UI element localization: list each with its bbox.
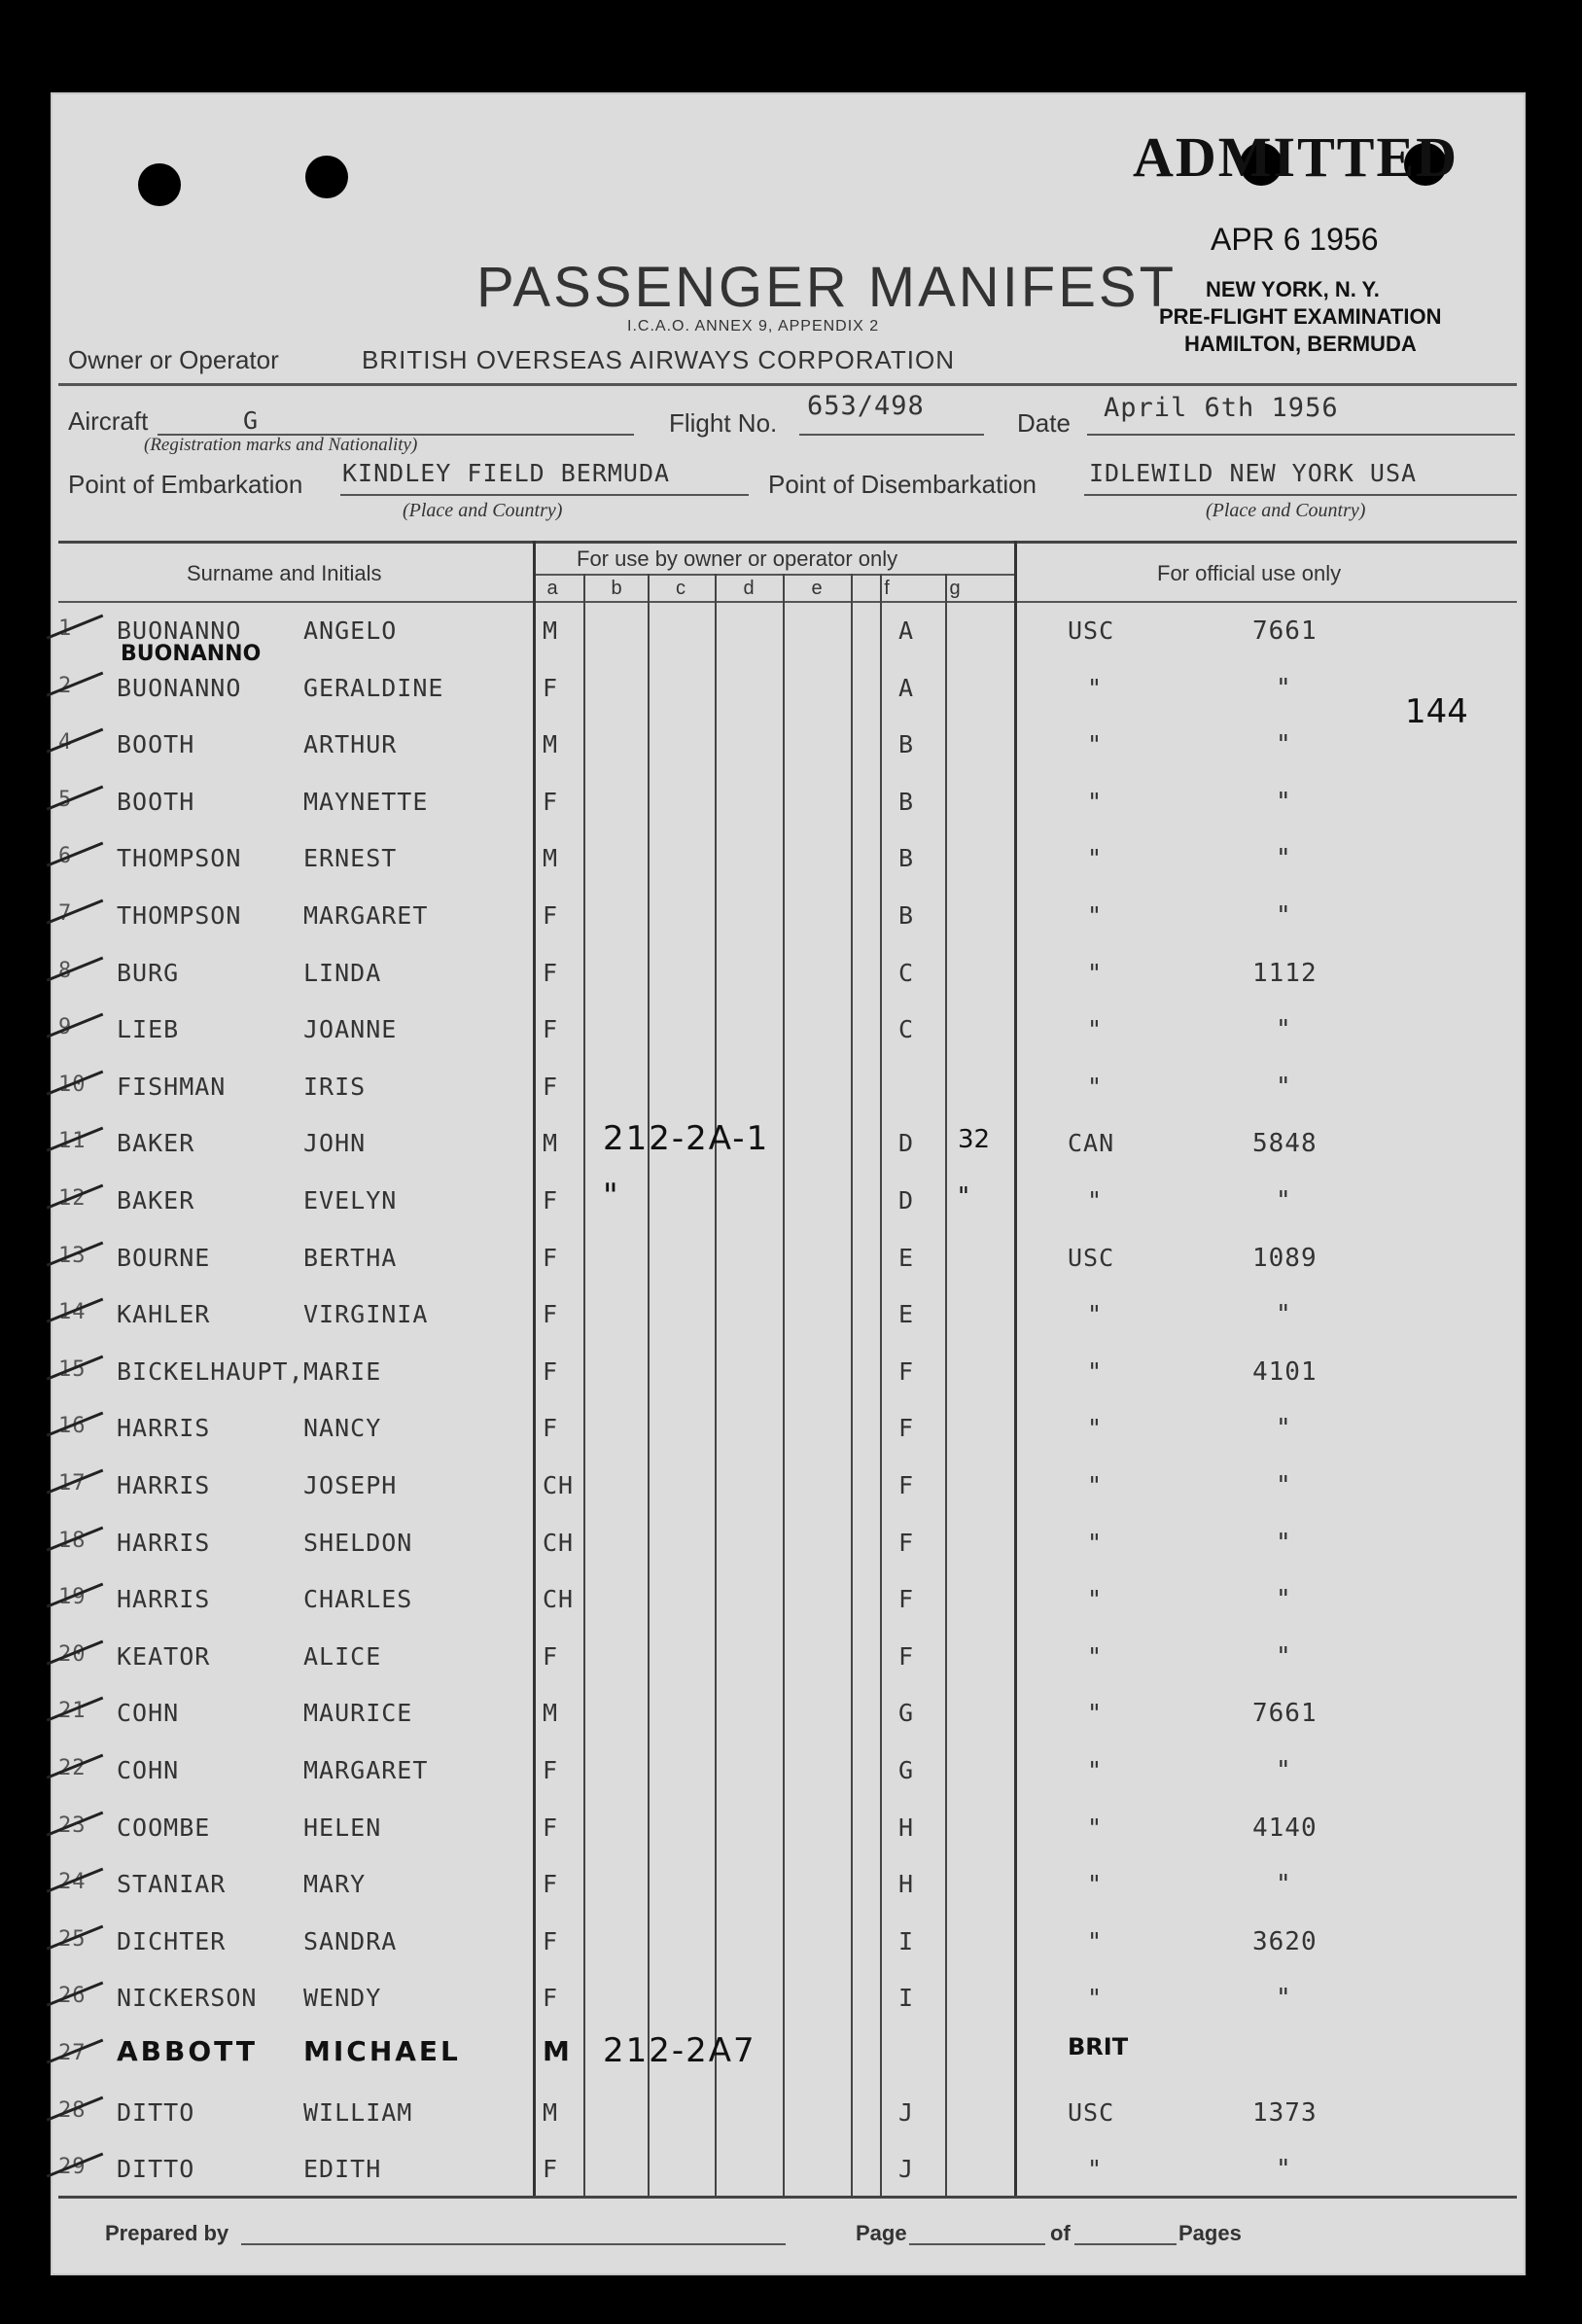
column-f-value: H — [898, 1870, 915, 1899]
nationality: " — [1087, 1756, 1104, 1784]
passenger-given-name: CHARLES — [303, 1585, 413, 1614]
row-number: 21 — [58, 1699, 87, 1724]
passenger-sex: F — [543, 1072, 559, 1101]
table-row — [0, 828, 1582, 886]
nationality: " — [1087, 1699, 1104, 1728]
column-f-value: F — [898, 1528, 915, 1557]
date-label: Date — [1017, 408, 1071, 438]
page-rule — [909, 2243, 1045, 2245]
table-row — [0, 601, 1582, 666]
nationality: " — [1087, 1641, 1104, 1671]
embark-note: (Place and Country) — [403, 500, 563, 521]
table-row — [0, 2083, 1582, 2140]
passenger-surname: HARRIS — [117, 1471, 211, 1499]
nationality: " — [1087, 1300, 1104, 1329]
column-f-value: H — [898, 1813, 915, 1842]
passenger-given-name: ANGELO — [303, 616, 398, 645]
column-g-value: " — [958, 1182, 969, 1212]
passenger-sex: CH — [543, 1585, 575, 1614]
passenger-given-name: GERALDINE — [303, 673, 444, 702]
official-number: 5848 — [1252, 1129, 1318, 1159]
passenger-surname: NICKERSON — [117, 1984, 258, 2013]
passenger-given-name: MARIE — [303, 1356, 382, 1386]
row-number: 28 — [58, 2097, 87, 2123]
table-row — [0, 1171, 1582, 1228]
row-number: 18 — [58, 1528, 87, 1553]
passenger-sex: F — [543, 901, 559, 930]
passenger-surname: DITTO — [117, 2097, 195, 2127]
nationality: " — [1087, 673, 1104, 702]
official-number: " — [1276, 1300, 1292, 1330]
disembark-label: Point of Disembarkation — [768, 470, 1037, 499]
official-number: " — [1276, 1186, 1292, 1215]
column-f-value: A — [898, 673, 915, 702]
table-row — [0, 1513, 1582, 1570]
nationality: " — [1087, 901, 1104, 930]
nationality: " — [1087, 1471, 1104, 1499]
row-number: 11 — [58, 1129, 87, 1154]
official-number: " — [1276, 1641, 1292, 1672]
passenger-given-name: MICHAEL — [303, 2035, 461, 2067]
flight-rule — [799, 434, 984, 436]
pages-label: Pages — [1178, 2221, 1242, 2245]
page-label: Page — [856, 2221, 907, 2245]
row-number: 26 — [58, 1984, 87, 2009]
passenger-sex: F — [543, 1984, 559, 2013]
column-header-c: c — [676, 578, 686, 599]
row-number: 5 — [58, 787, 73, 812]
passenger-given-name: JOSEPH — [303, 1471, 398, 1499]
passenger-surname: HARRIS — [117, 1585, 211, 1614]
passenger-given-name: IRIS — [303, 1072, 367, 1101]
column-f-value: E — [898, 1300, 915, 1329]
table-row — [0, 2025, 1582, 2083]
nationality: USC — [1068, 2097, 1115, 2127]
table-row — [0, 1627, 1582, 1684]
official-number: 1089 — [1252, 1243, 1318, 1273]
row-number: 9 — [58, 1015, 73, 1040]
operator-subrule — [533, 574, 1014, 576]
passenger-sex: F — [543, 1641, 559, 1671]
passenger-given-name: VIRGINIA — [303, 1300, 429, 1329]
stamp-city: NEW YORK, N. Y. — [1206, 277, 1380, 301]
column-f-value: F — [898, 1356, 915, 1386]
official-number: " — [1276, 673, 1292, 703]
owner-label: Owner or Operator — [68, 345, 279, 374]
official-number: " — [1276, 730, 1292, 760]
embark-rule — [340, 494, 749, 496]
official-number: " — [1276, 787, 1292, 817]
official-number: " — [1276, 1072, 1292, 1102]
passenger-surname: COHN — [117, 1756, 180, 1784]
passenger-sex: M — [543, 1129, 559, 1158]
official-number: 4140 — [1252, 1813, 1318, 1843]
passenger-sex: M — [543, 2035, 573, 2067]
table-row — [0, 1398, 1582, 1456]
row-number: 19 — [58, 1585, 87, 1610]
passenger-sex: F — [543, 1813, 559, 1842]
column-f-value: E — [898, 1243, 915, 1272]
surname-header: Surname and Initials — [187, 561, 382, 585]
column-header-g: g — [949, 578, 961, 599]
row-number: 6 — [58, 844, 73, 869]
row-number: 7 — [58, 901, 73, 926]
passenger-sex: CH — [543, 1528, 575, 1557]
passenger-surname: HARRIS — [117, 1528, 211, 1557]
footer-top-rule — [58, 2196, 1517, 2199]
nationality: " — [1087, 1015, 1104, 1044]
operator-code: 212-2A7 — [603, 2031, 756, 2070]
nationality: " — [1087, 1926, 1104, 1955]
table-row — [0, 943, 1582, 1001]
passenger-given-name: BERTHA — [303, 1243, 398, 1272]
passenger-sex: M — [543, 730, 559, 759]
nationality: " — [1087, 1528, 1104, 1557]
passenger-sex: F — [543, 2155, 559, 2184]
official-number: " — [1276, 1756, 1292, 1785]
passenger-surname: BUONANNO — [117, 616, 242, 645]
passenger-surname: KAHLER — [117, 1300, 211, 1329]
passenger-sex: F — [543, 1414, 559, 1443]
operator-header: For use by owner or operator only — [577, 546, 898, 571]
row-number: 24 — [58, 1870, 87, 1895]
table-row — [0, 1285, 1582, 1342]
date-rule — [1087, 434, 1515, 436]
official-number: " — [1276, 1528, 1292, 1558]
check-mark-icon — [47, 728, 111, 772]
column-f-value: F — [898, 1585, 915, 1614]
row-number: 20 — [58, 1641, 87, 1667]
passenger-given-name: ALICE — [303, 1641, 382, 1671]
aircraft-label: Aircraft — [68, 406, 149, 436]
flight-label: Flight No. — [669, 408, 778, 438]
admitted-stamp: ADMITTED — [1133, 125, 1459, 189]
page-subtitle: I.C.A.O. ANNEX 9, APPENDIX 2 — [627, 318, 880, 335]
check-mark-icon — [47, 956, 111, 1000]
prepared-label: Prepared by — [105, 2221, 229, 2245]
passenger-surname: STANIAR — [117, 1870, 227, 1899]
official-number: " — [1276, 1870, 1292, 1900]
check-mark-icon — [47, 785, 111, 828]
official-number: 7661 — [1252, 616, 1318, 646]
nationality: " — [1087, 730, 1104, 759]
of-rule — [1074, 2243, 1177, 2245]
passenger-given-name: SANDRA — [303, 1926, 398, 1955]
passenger-sex: F — [543, 1926, 559, 1955]
nationality: " — [1087, 1072, 1104, 1101]
stamp-location: HAMILTON, BERMUDA — [1184, 332, 1417, 356]
row-number: 14 — [58, 1300, 87, 1325]
passenger-surname: COOMBE — [117, 1813, 211, 1842]
passenger-given-name: MARGARET — [303, 901, 429, 930]
prepared-rule — [241, 2243, 786, 2245]
column-f-value: F — [898, 1471, 915, 1499]
column-f-value: C — [898, 958, 915, 987]
passenger-sex: F — [543, 1756, 559, 1784]
column-f-value: A — [898, 616, 915, 645]
row-number: 23 — [58, 1813, 87, 1838]
passenger-given-name: MARGARET — [303, 1756, 429, 1784]
nationality: " — [1087, 1356, 1104, 1386]
passenger-surname: DICHTER — [117, 1926, 227, 1955]
passenger-surname: BOOTH — [117, 730, 195, 759]
table-row — [0, 2139, 1582, 2197]
passenger-sex: F — [543, 1243, 559, 1272]
column-f-value: B — [898, 901, 915, 930]
passenger-surname: COHN — [117, 1699, 180, 1728]
official-number: " — [1276, 1414, 1292, 1444]
official-number: " — [1276, 1015, 1292, 1045]
table-row — [0, 886, 1582, 943]
passenger-given-name: MARY — [303, 1870, 367, 1899]
official-number: 1112 — [1252, 958, 1318, 988]
column-f-value: I — [898, 1926, 915, 1955]
table-row — [0, 772, 1582, 829]
passenger-sex: F — [543, 1356, 559, 1386]
passenger-given-name: WILLIAM — [303, 2097, 413, 2127]
owner-rule — [58, 383, 1517, 386]
column-header-f: f — [884, 578, 890, 599]
row-number: 17 — [58, 1471, 87, 1496]
of-label: of — [1050, 2221, 1071, 2245]
passenger-surname: ABBOTT — [117, 2035, 258, 2067]
nationality: CAN — [1068, 1129, 1115, 1158]
column-header-d: d — [743, 578, 755, 599]
row-number: 16 — [58, 1414, 87, 1439]
passenger-surname: DITTO — [117, 2155, 195, 2184]
table-top-rule — [58, 541, 1517, 544]
column-f-value: B — [898, 730, 915, 759]
column-f-value: B — [898, 787, 915, 816]
disembark-note: (Place and Country) — [1206, 500, 1366, 521]
row-number: 4 — [58, 730, 73, 756]
passenger-sex: F — [543, 673, 559, 702]
official-number: " — [1276, 1585, 1292, 1615]
check-mark-icon — [47, 842, 111, 886]
column-f-value: G — [898, 1699, 915, 1728]
column-f-value: J — [898, 2155, 915, 2184]
page-title: PASSENGER MANIFEST — [476, 256, 1178, 319]
stamp-exam: PRE-FLIGHT EXAMINATION — [1159, 304, 1442, 329]
row-number: 29 — [58, 2155, 87, 2180]
passenger-given-name: ERNEST — [303, 844, 398, 873]
passenger-sex: M — [543, 2097, 559, 2127]
passenger-given-name: LINDA — [303, 958, 382, 987]
punch-hole-left-2 — [305, 156, 348, 198]
column-f-value: F — [898, 1414, 915, 1443]
official-number: " — [1276, 1471, 1292, 1500]
column-f-value: J — [898, 2097, 915, 2127]
passenger-given-name: SHELDON — [303, 1528, 413, 1557]
passenger-sex: F — [543, 1015, 559, 1044]
passenger-surname: BICKELHAUPT, — [117, 1356, 304, 1386]
nationality: USC — [1068, 616, 1115, 645]
passenger-given-name: EVELYN — [303, 1186, 398, 1215]
owner-value: BRITISH OVERSEAS AIRWAYS CORPORATION — [362, 345, 956, 374]
passenger-given-name: MAURICE — [303, 1699, 413, 1728]
passenger-surname: THOMPSON — [117, 901, 242, 930]
row-number: 25 — [58, 1926, 87, 1952]
official-number: " — [1276, 1984, 1292, 2014]
operator-code: " — [603, 1177, 620, 1215]
check-mark-icon — [47, 671, 111, 715]
passenger-sex: F — [543, 958, 559, 987]
nationality: " — [1087, 844, 1104, 873]
column-f-value: D — [898, 1186, 915, 1215]
passenger-sex: F — [543, 1870, 559, 1899]
official-number: " — [1276, 844, 1292, 874]
table-row — [0, 1569, 1582, 1627]
passenger-surname: BAKER — [117, 1129, 195, 1158]
column-f-value: F — [898, 1641, 915, 1671]
passenger-sex: M — [543, 616, 559, 645]
row-number: 27 — [58, 2041, 87, 2065]
table-row — [0, 1798, 1582, 1855]
passenger-sex: CH — [543, 1471, 575, 1499]
embark-value: KINDLEY FIELD BERMUDA — [342, 459, 671, 487]
official-header: For official use only — [1157, 561, 1342, 585]
column-f-value: I — [898, 1984, 915, 2013]
disembark-value: IDLEWILD NEW YORK USA — [1089, 459, 1418, 487]
table-row — [0, 1968, 1582, 2025]
stamp-date: APR 6 1956 — [1211, 222, 1379, 257]
disembark-rule — [1084, 494, 1517, 496]
passenger-given-name: HELEN — [303, 1813, 382, 1842]
nationality: " — [1087, 1870, 1104, 1899]
official-number: 3620 — [1252, 1926, 1318, 1956]
nationality: " — [1087, 1984, 1104, 2013]
row-number: 10 — [58, 1072, 87, 1097]
column-header-a: a — [546, 578, 558, 599]
column-f-value: C — [898, 1015, 915, 1044]
passenger-surname: BURG — [117, 958, 180, 987]
nationality: " — [1087, 1186, 1104, 1215]
check-mark-icon — [47, 615, 111, 658]
table-row — [0, 1456, 1582, 1513]
row-number: 8 — [58, 958, 73, 983]
official-number: 1373 — [1252, 2097, 1318, 2128]
official-number: 4101 — [1252, 1356, 1318, 1387]
nationality: " — [1087, 2155, 1104, 2184]
passenger-sex: M — [543, 844, 559, 873]
aircraft-value: G — [243, 406, 260, 435]
aircraft-note: (Registration marks and Nationality) — [144, 435, 418, 455]
column-header-e: e — [811, 578, 823, 599]
passenger-surname: BOOTH — [117, 787, 195, 816]
passenger-sex: F — [543, 787, 559, 816]
row-number: 12 — [58, 1186, 87, 1211]
passenger-sex: F — [543, 1300, 559, 1329]
passenger-given-name: NANCY — [303, 1414, 382, 1443]
passenger-given-name: JOHN — [303, 1129, 367, 1158]
passenger-surname: KEATOR — [117, 1641, 211, 1671]
passenger-given-name: WENDY — [303, 1984, 382, 2013]
table-row — [0, 1057, 1582, 1114]
passenger-sex: F — [543, 1186, 559, 1215]
official-number: " — [1276, 901, 1292, 931]
embark-label: Point of Embarkation — [68, 470, 303, 499]
handwritten-page-number: 144 — [1405, 692, 1468, 731]
column-f-value: D — [898, 1129, 915, 1158]
flight-value: 653/498 — [807, 391, 925, 421]
punch-hole-left-1 — [138, 163, 181, 206]
nationality: " — [1087, 1585, 1104, 1614]
table-row — [0, 1683, 1582, 1741]
passenger-surname: BUONANNO — [117, 673, 242, 702]
date-value: April 6th 1956 — [1104, 393, 1339, 423]
passenger-given-name: ARTHUR — [303, 730, 398, 759]
table-row — [0, 1342, 1582, 1399]
table-row — [0, 1854, 1582, 1912]
nationality: " — [1087, 787, 1104, 816]
nationality: USC — [1068, 1243, 1115, 1272]
official-number: 7661 — [1252, 1699, 1318, 1729]
nationality: BRIT — [1068, 2033, 1129, 2060]
table-row — [0, 1228, 1582, 1285]
passenger-given-name: EDITH — [303, 2155, 382, 2184]
passenger-given-name: MAYNETTE — [303, 787, 429, 816]
passenger-given-name: JOANNE — [303, 1015, 398, 1044]
column-g-value: 32 — [958, 1125, 991, 1155]
passenger-surname: HARRIS — [117, 1414, 211, 1443]
check-mark-icon — [47, 1013, 111, 1057]
table-row — [0, 1741, 1582, 1798]
passenger-surname: FISHMAN — [117, 1072, 227, 1101]
row-number: 22 — [58, 1756, 87, 1780]
row-number: 15 — [58, 1356, 87, 1382]
official-number: " — [1276, 2155, 1292, 2185]
passenger-sex: M — [543, 1699, 559, 1728]
nationality: " — [1087, 958, 1104, 987]
passenger-surname: THOMPSON — [117, 844, 242, 873]
column-f-value: B — [898, 844, 915, 873]
operator-code: 212-2A-1 — [603, 1119, 770, 1159]
passenger-surname: BAKER — [117, 1186, 195, 1215]
table-row — [0, 1113, 1582, 1171]
table-row — [0, 658, 1582, 716]
row-number: 13 — [58, 1243, 87, 1268]
passenger-surname: LIEB — [117, 1015, 180, 1044]
table-row — [0, 1000, 1582, 1057]
table-row — [0, 715, 1582, 772]
nationality: " — [1087, 1813, 1104, 1842]
row-number: 1 — [58, 616, 73, 641]
column-f-value: G — [898, 1756, 915, 1784]
row-number: 2 — [58, 673, 73, 698]
table-row — [0, 1912, 1582, 1969]
nationality: " — [1087, 1414, 1104, 1443]
handwritten-correction: BUONANNO — [121, 642, 262, 666]
column-header-b: b — [611, 578, 622, 599]
check-mark-icon — [47, 899, 111, 943]
passenger-surname: BOURNE — [117, 1243, 211, 1272]
